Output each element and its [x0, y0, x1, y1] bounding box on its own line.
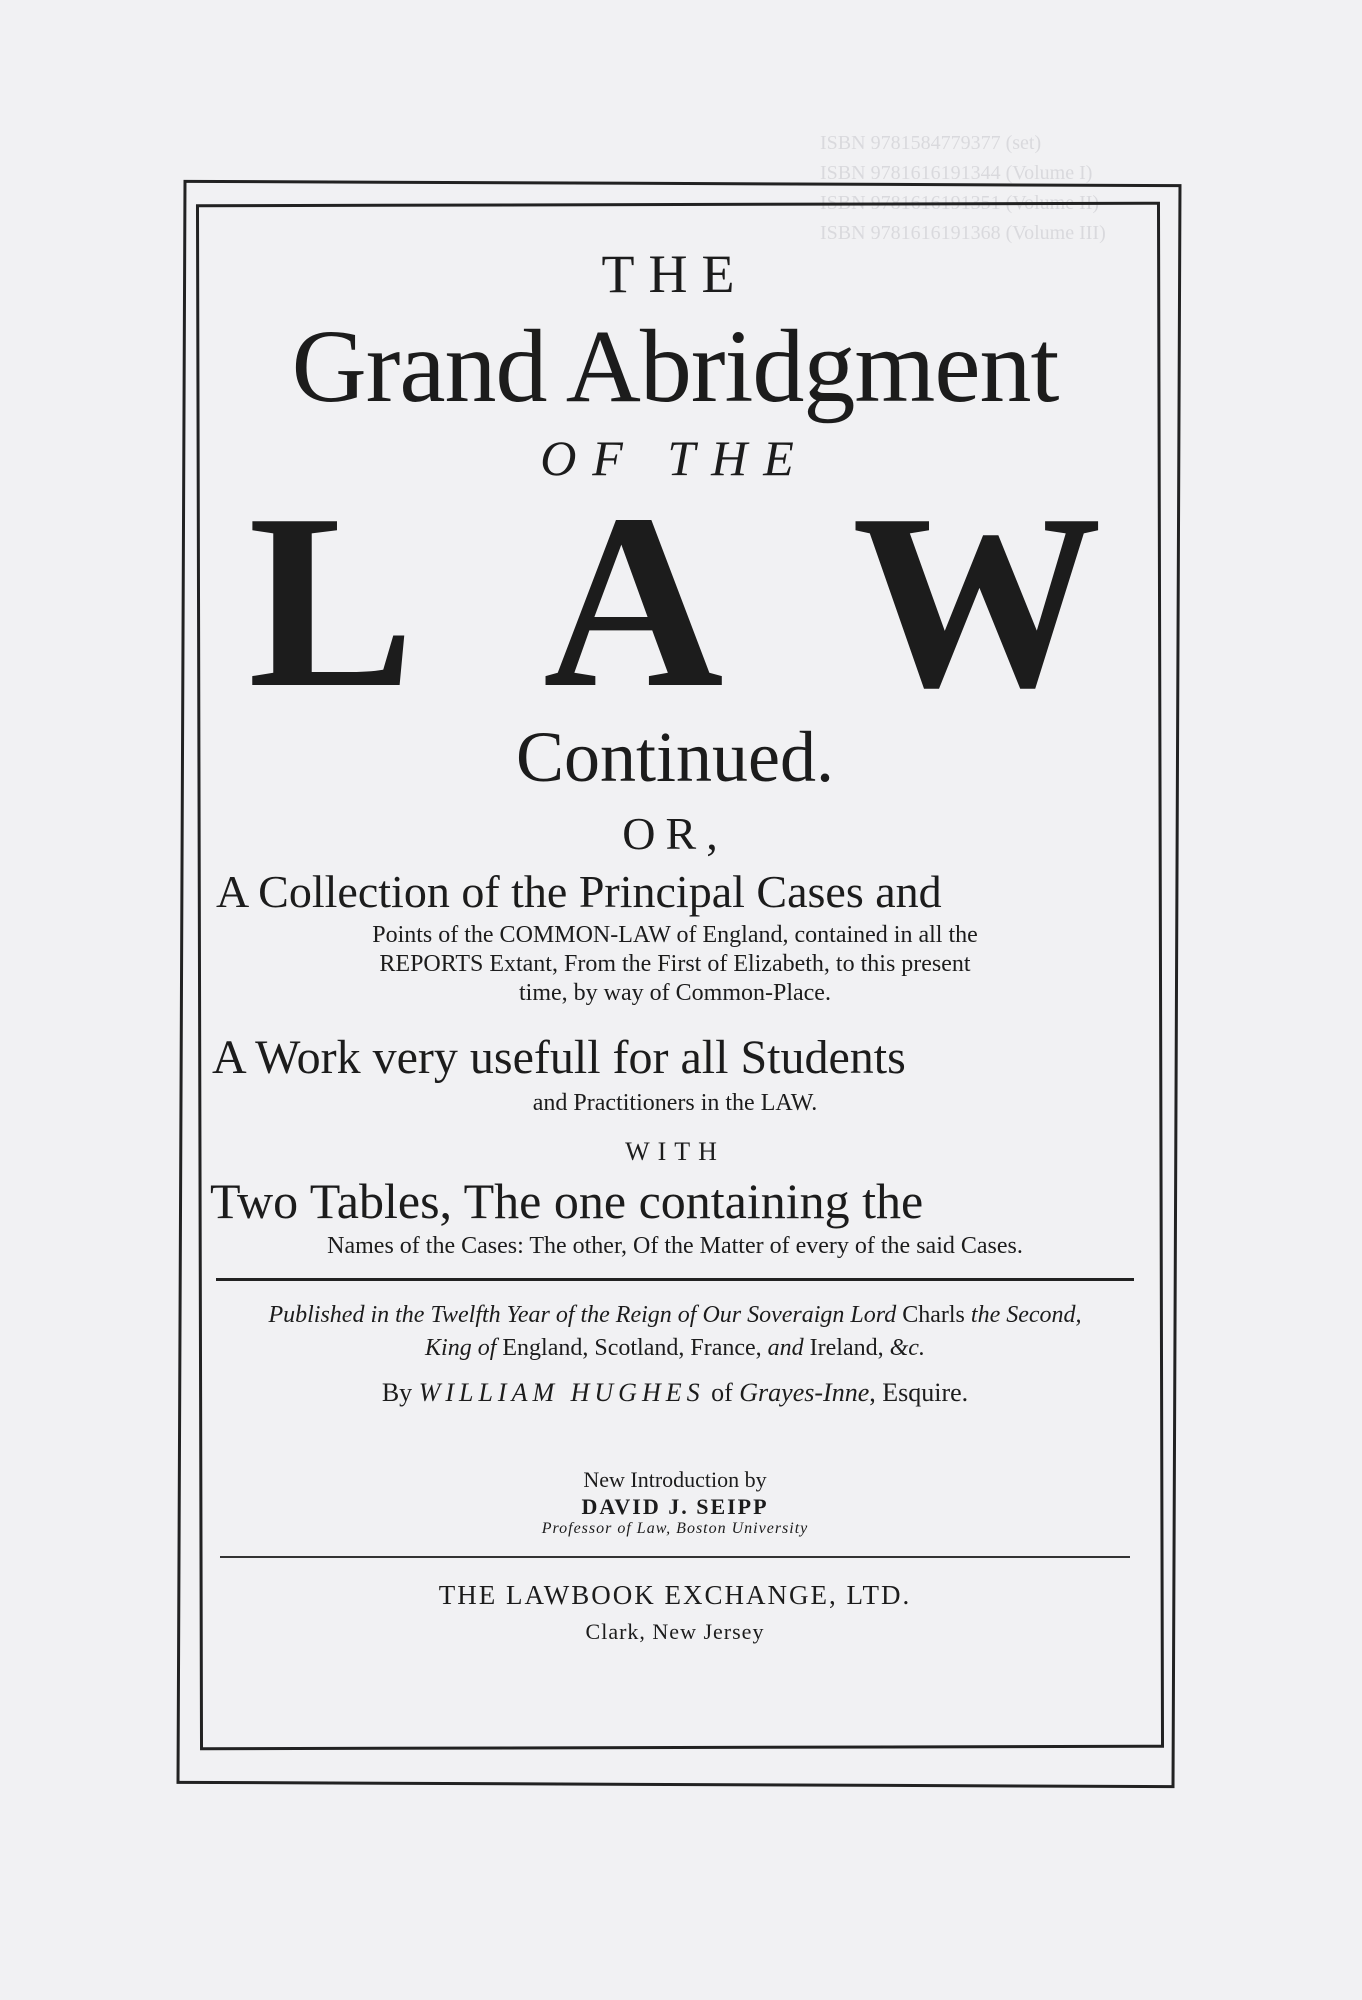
published-text: &c.: [883, 1334, 925, 1361]
author-institution: Grayes-Inne: [739, 1378, 870, 1408]
published-statement: [210, 1299, 1140, 1364]
tables-line: Two Tables, The one containing the: [210, 1172, 924, 1229]
by-text: By: [381, 1378, 419, 1408]
bleed-line: ISBN 9781616191368 (Volume III): [820, 222, 1106, 244]
points-line: Points of the COMMON-LAW of England, contained in all the: [372, 922, 978, 949]
introduction-author-title: Professor of Law, Boston University: [541, 1519, 809, 1537]
published-text: King of: [425, 1334, 503, 1361]
collection-line: A Collection of the Principal Cases and: [216, 865, 942, 917]
new-introduction: New Introduction by: [583, 1467, 767, 1493]
points-text: [210, 921, 1140, 1007]
author-name: WILLIAM HUGHES: [418, 1378, 705, 1408]
published-countries: England, Scotland, France,: [502, 1334, 762, 1361]
title-page: [210, 205, 1140, 1735]
publisher-name: THE LAWBOOK EXCHANGE, LTD.: [438, 1579, 912, 1610]
published-name: Charls: [902, 1302, 965, 1329]
published-text: Published in the Twelfth Year of the Reign of Our Soveraign Lord: [268, 1302, 903, 1329]
introduction-author: DAVID J. SEIPP: [581, 1493, 769, 1519]
divider-rule: [216, 1278, 1134, 1281]
with-text: WITH: [625, 1136, 725, 1166]
published-country: Ireland,: [809, 1334, 884, 1361]
of-text: of: [704, 1378, 740, 1408]
law-letter: W: [851, 463, 1102, 740]
title-law: [210, 463, 1140, 740]
publisher-location: Clark, New Jersey: [585, 1618, 765, 1644]
published-text: the Second,: [964, 1302, 1082, 1329]
divider-rule: [220, 1556, 1130, 1558]
or-text: OR,: [622, 807, 728, 859]
work-line: A Work very usefull for all Students: [212, 1031, 906, 1085]
published-line-2: [210, 1332, 1140, 1364]
esquire-text: , Esquire.: [869, 1378, 969, 1408]
practitioners-line: and Practitioners in the LAW.: [532, 1089, 818, 1116]
points-line: time, by way of Common-Place.: [519, 979, 831, 1006]
title-the: THE: [601, 244, 749, 304]
published-line-1: [210, 1299, 1140, 1331]
names-line: Names of the Cases: The other, Of the Matter of every of the said Cases.: [327, 1233, 1023, 1260]
author-line: [210, 1378, 1140, 1408]
title-of-the: OF THE: [540, 430, 810, 486]
law-letter: A: [543, 463, 724, 740]
bleed-line: ISBN 9781616191344 (Volume I): [820, 162, 1093, 184]
bleed-line: ISBN 9781584779377 (set): [820, 132, 1042, 154]
bleed-line: ISBN 9781616191351 (Volume II): [820, 192, 1100, 214]
published-text: and: [761, 1334, 810, 1361]
title-grand-abridgment: Grand Abridgment: [291, 309, 1059, 424]
title-continued: Continued.: [516, 716, 834, 797]
law-letter: L: [248, 463, 415, 740]
points-line: REPORTS Extant, From the First of Elizabeth, to this present: [379, 950, 971, 977]
